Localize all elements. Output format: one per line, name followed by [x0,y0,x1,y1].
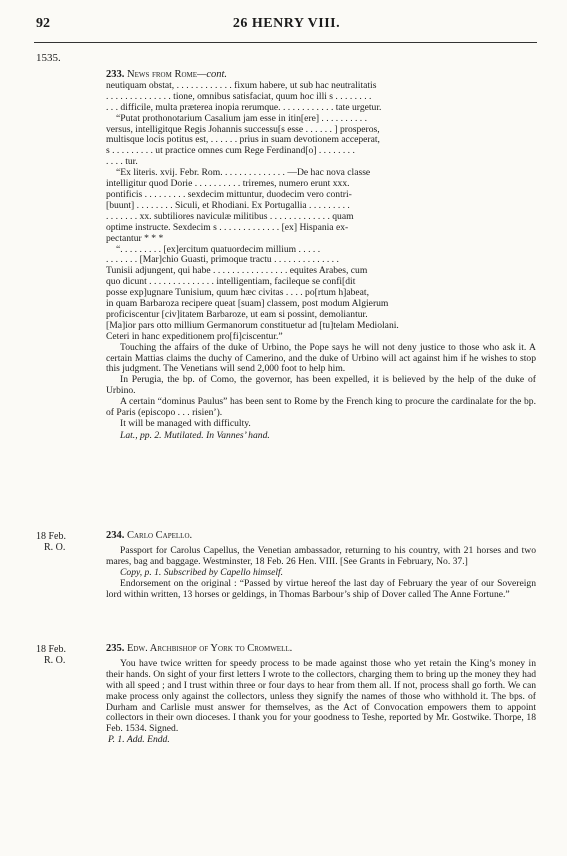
entry-cont: —cont. [197,69,228,80]
entry-number: 235. [106,643,125,654]
running-title: 26 HENRY VIII. [232,16,341,31]
entry-number: 233. [106,69,125,80]
latin-line: [Ma]ior pars otto millium Germanorum constituetur ad [tu]telam Mediolani. [106,320,399,331]
latin-line: posse exp]ugnare Tunisium, quum hæc civitas . . . . po[rtum h]abeat, [106,288,369,299]
latin-line: [buunt] . . . . . . . . Siculi, et Rhodiani. Ex Portugallia . . . . . . . . . [106,200,350,211]
entry-text: Passport for Carolus Capellus, the Venetian ambassador, returning to his country, with 21 horses and two mares, bag and baggage. Westminster, 18 Feb. 26 Hen. VIII. [See Grants in February, No. 37.] [106,544,536,567]
entry-234-margin [36,531,66,553]
latin-line: in quam Barbaroza recipere queat [suam] classem, post modum Algierum [106,299,389,310]
entry-source: R. O. [44,542,66,553]
summary-paragraph: In Perugia, the bp. of Como, the governor, has been expelled, it is believed by the help of the duke of Urbino. [106,374,536,397]
header-rule [34,42,537,43]
latin-line: . . . . tur. [106,157,138,168]
latin-line: . . . . . . . . . . . . . . tione, omnibus satisfaciat, quum hoc illi s . . . . . . . . [106,91,372,102]
entry-title: News from Rome [127,69,198,80]
latin-line: “Putat prothonotarium Casalium jam esse in itin[ere] . . . . . . . . . . [116,113,367,124]
entry-title: Carlo Capello. [127,530,193,541]
latin-line: pontificis . . . . . . . . . sexdecim mittuntur, duodecim vero contri- [106,189,352,200]
margin-year: 1535. [36,52,61,64]
latin-line: . . . difficile, multa præterea inopia rerumque. . . . . . . . . . . . tate urgetur. [106,102,382,113]
page-number: 92 [36,16,50,31]
latin-line: pectantur * * * [106,233,164,244]
english-summary [106,343,536,430]
entry-233 [106,70,536,442]
entry-endorsement: Endorsement on the original : “Passed by virtue hereof the last day of February the year of our Sovereign lord within written, 13 horses or geldings, in Thomas Barbour’s ship of Dover called The Anne Fortune.” [106,577,536,600]
entry-235-heading [106,644,536,655]
entry-note: Lat., pp. 2. Mutilated. In Vannes’ hand. [120,429,270,441]
entry-233-heading [106,70,536,81]
latin-line: s . . . . . . . . . ut practice omnes cum Rege Ferdinand[o] . . . . . . . . [106,146,355,157]
entry-title: Edw. Archbishop of York to Cromwell. [127,643,293,654]
entry-date: 18 Feb. [36,644,66,655]
latin-line: Ceteri in hanc expeditionem pro[fi]ciscentur.” [106,331,283,342]
summary-paragraph: A certain “dominus Paulus” has been sent to Rome by the French king to procure the cardinalate for the bp. of Paris (episcopo . . . risien’). [106,396,536,419]
entry-note: P. 1. Add. Endd. [108,734,170,746]
entry-234-heading [106,531,536,542]
latin-line: neutiquam obstat, . . . . . . . . . . . . fixum habere, ut sub hac neutralitatis [106,80,377,91]
entry-235-margin [36,644,66,666]
entry-235 [106,644,536,746]
latin-line: quo dicunt . . . . . . . . . . . . . . intelligentiam, facileque se confi[dit [106,277,356,288]
latin-line: intelligitur quod Dorie . . . . . . . . . . triremes, numero erunt xxx. [106,179,350,190]
entry-234 [106,531,536,600]
latin-line: “. . . . . . . . . [ex]ercitum quatuordecim millium . . . . . [116,244,321,255]
page-header [36,16,537,36]
latin-line: multisque locis potitus est, . . . . . . prius in suam devotionem acceperat, [106,135,380,146]
summary-paragraph: Touching the affairs of the duke of Urbino, the Pope says he will not deny justice to those who ask it. A certain Mattias claims the duchy of Camerino, and the duke of Urbino will act against him if he wishes to stop this judgment. The Venetians will send 2,000 foot to help him. [106,341,536,375]
summary-paragraph: It will be managed with difficulty. [120,418,251,429]
latin-text [106,81,536,343]
entry-date: 18 Feb. [36,531,66,542]
latin-line: . . . . . . . [Mar]chio Guasti, primoque tractu . . . . . . . . . . . . . . [106,255,339,266]
entry-text: You have twice written for speedy process to be made against those who yet retain the King’s money in their hands. On sight of your first letters I wrote to the collectors, charging them to bring up the money they had with all speed ; and I trust within three or four days to hear from them all. If not, process shall go forth. We can make process only against the collectors, unless they signify the names of those who withhold it. The bps. of Durham and Carlisle must answer for themselves, as the Act of Convocation empowers them to appoint collectors in their own dioceses. I thank you for your goodness to Teshe, reported by Mr. Gostwike. Thorpe, 18 Feb. 1534. Signed. [106,657,536,735]
latin-line: . . . . . . . xx. subtiliores naviculæ militibus . . . . . . . . . . . . . quam [106,211,354,222]
latin-line: proficiscentur [civ]itatem Barbaroze, ut eam si possint, demoliantur. [106,309,368,320]
latin-line: Tunisii adjungent, qui habe . . . . . . . . . . . . . . . . equites Arabes, cum [106,266,368,277]
entry-number: 234. [106,530,125,541]
entry-note: Copy, p. 1. Subscribed by Capello himself. [120,566,284,578]
entry-source: R. O. [44,655,66,666]
latin-line: optime instructe. Sexdecim s . . . . . . . . . . . . . [ex] Hispania ex- [106,222,349,233]
latin-line: versus, intelligitque Regis Johannis successu[s esse . . . . . . ] prosperos, [106,124,380,135]
latin-line: “Ex literis. xvij. Febr. Rom. . . . . . . . . . . . . . —De hac nova classe [116,168,371,179]
